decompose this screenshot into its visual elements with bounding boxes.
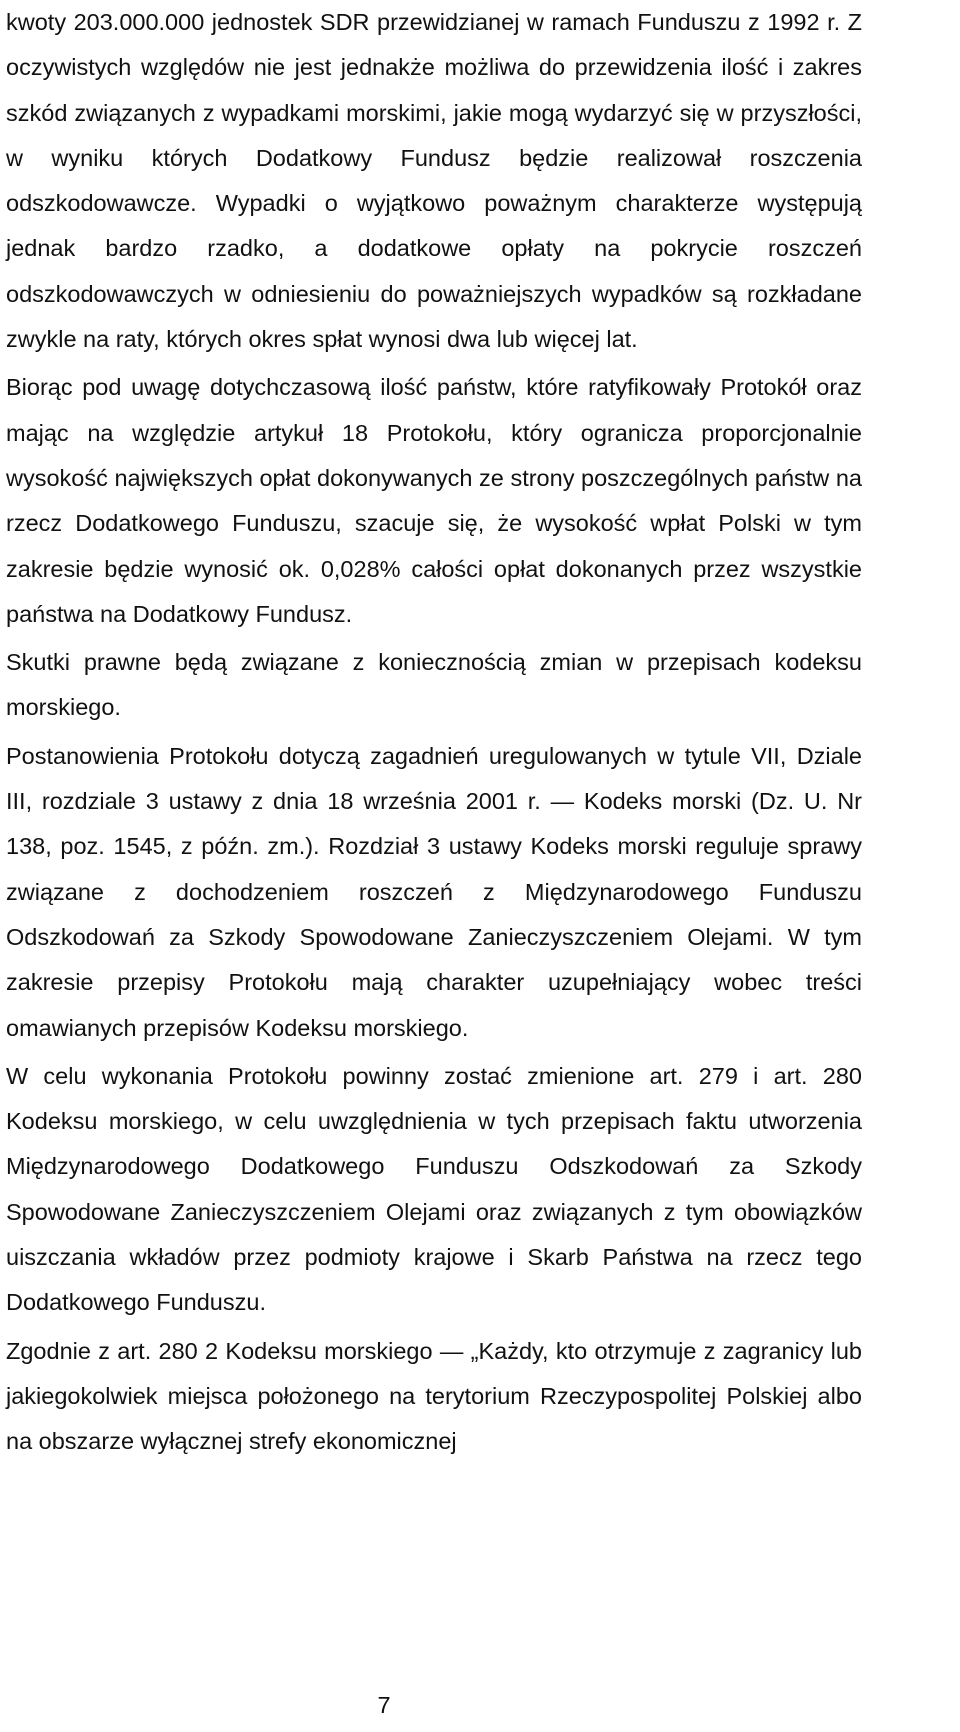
paragraph-required-amendments: W celu wykonania Protokołu powinny zostać zmienione art. 279 i art. 280 Kodeksu morskiego, w celu uwzględnienia w tych przepisach faktu utworzenia Międzynarodowego Dodatkowego Funduszu Odszkodowań za Szkody Spowodowane Zanieczyszczeniem Olejami oraz związanych z tym obowiązków uiszczania wkładów przez podmioty krajowe i Skarb Państwa na rzecz tego Dodatkowego Funduszu. (6, 1062, 862, 1316)
document-page (6, 0, 862, 1465)
paragraph-legal-effects: Skutki prawne będą związane z koniecznością zmian w przepisach kodeksu morskiego. (6, 649, 862, 721)
paragraph-maritime-code-scope: Postanowienia Protokołu dotyczą zagadnień uregulowanych w tytule VII, Dziale III, rozdziale 3 ustawy z dnia 18 września 2001 r. — Kodeks morski (Dz. U. Nr 138, poz. 1545, z późn. zm.). Rozdział 3 ustawy Kodeks morski reguluje sprawy związane z dochodzeniem roszczeń z Międzynarodowego Funduszu Odszkodowań za Szkody Spowodowane Zanieczyszczeniem Olejami. W tym zakresie przepisy Protokołu mają charakter uzupełniający wobec treści omawianych przepisów Kodeksu morskiego. (6, 742, 862, 1041)
paragraph-article-280: Zgodnie z art. 280 2 Kodeksu morskiego — „Każdy, kto otrzymuje z zagranicy lub jakiegokolwiek miejsca położonego na terytorium Rzeczypospolitej Polskiej albo na obszarze wyłącznej strefy ekonomicznej (6, 1337, 862, 1455)
page-number: 7 (377, 1692, 391, 1718)
paragraph-funding-estimate: kwoty 203.000.000 jednostek SDR przewidzianej w ramach Funduszu z 1992 r. Z oczywistych względów nie jest jednakże możliwa do przewidzenia ilość i zakres szkód związanych z wypadkami morskimi, jakie mogą wydarzyć się w przyszłości, w wyniku których Dodatkowy Fundusz będzie realizował roszczenia odszkodowawcze. Wypadki o wyjątkowo poważnym charakterze występują jednak bardzo rzadko, a dodatkowe opłaty na pokrycie roszczeń odszkodowawczych w odniesieniu do poważniejszych wypadków są rozkładane zwykle na raty, których okres spłat wynosi dwa lub więcej lat. (6, 9, 862, 353)
paragraph-polish-contribution: Biorąc pod uwagę dotychczasową ilość państw, które ratyfikowały Protokół oraz mając na względzie artykuł 18 Protokołu, który ogranicza proporcjonalnie wysokość największych opłat dokonywanych ze strony poszczególnych państw na rzecz Dodatkowego Funduszu, szacuje się, że wysokość wpłat Polski w tym zakresie będzie wynosić ok. 0,028% całości opłat dokonanych przez wszystkie państwa na Dodatkowy Fundusz. (6, 374, 862, 627)
